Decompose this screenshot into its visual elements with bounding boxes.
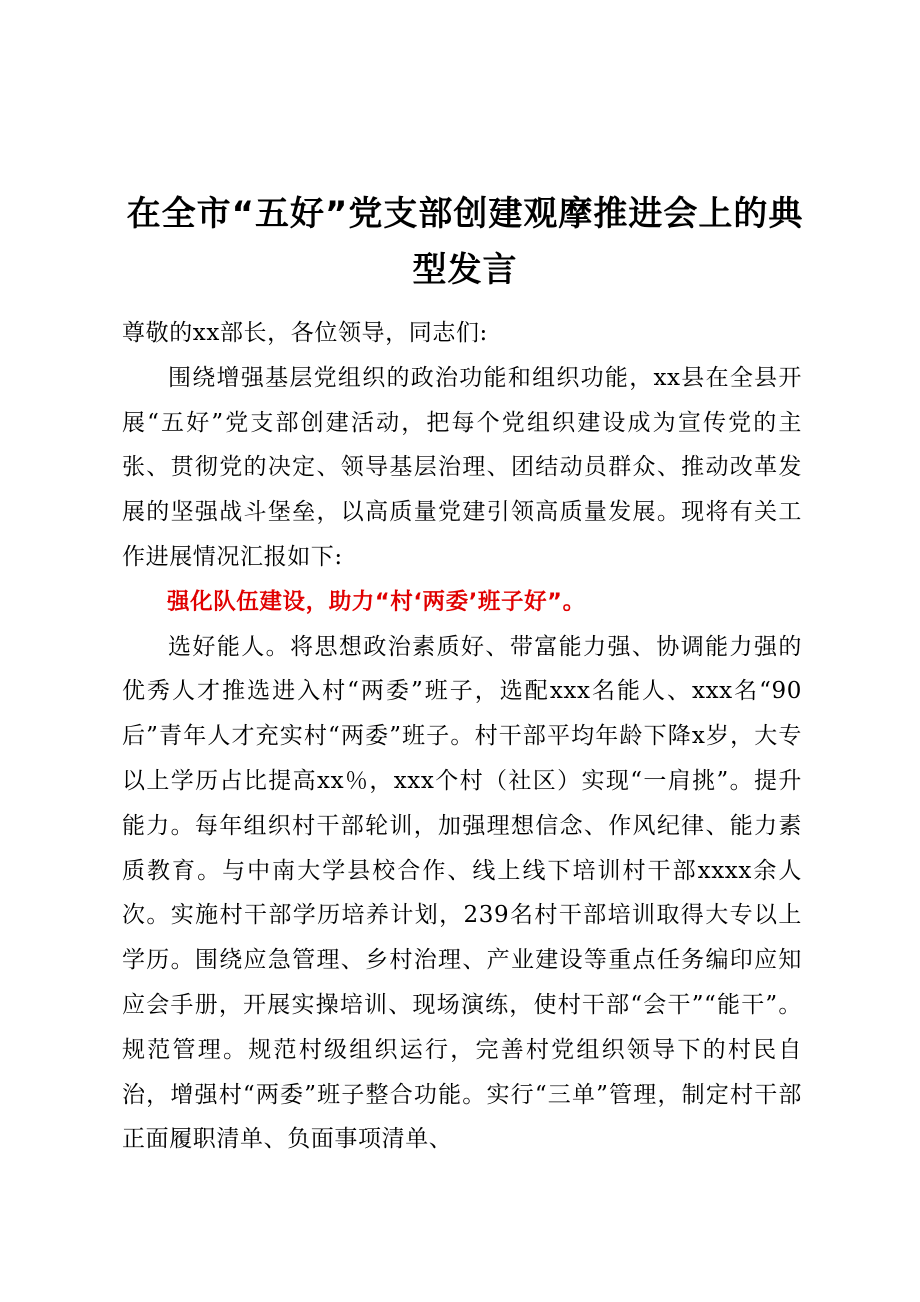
salutation: 尊敬的xx部长，各位领导，同志们: — [122, 320, 488, 346]
document-body — [122, 311, 802, 1162]
document-title: 在全市“五好”党支部创建观摩推进会上的典型发言 — [126, 194, 804, 290]
section-paragraph: 选好能人。将思想政治素质好、带富能力强、协调能力强的优秀人才推选进入村“两委”班子，选配xxx名能人、xxx名“90后”青年人才充实村“两委”班子。村干部平均年龄下降x岁，大专以上学历占比提高xx％，xxx个村（社区）实现“一肩挑”。提升能力。每年组织村干部轮训，加强理想信念、作风纪律、能力素质教育。与中南大学县校合作、线上线下培训村干部xxxx余人次。实施村干部学历培养计划，239名村干部培训取得大专以上学历。围绕应急管理、乡村治理、产业建设等重点任务编印应知应会手册，开展实操培训、现场演练，使村干部“会干”“能干”。规范管理。规范村级组织运行，完善村党组织领导下的村民自治，增强村“两委”班子整合功能。实行“三单”管理，制定村干部正面履职清单、负面事项清单、 — [122, 633, 802, 1153]
intro-paragraph: 围绕增强基层党组织的政治功能和组织功能，xx县在全县开展“五好”党支部创建活动，把每个党组织建设成为宣传党的主张、贯彻党的决定、领导基层治理、团结动员群众、推动改革发展的坚强战斗堡垒，以高质量党建引领高质量发展。现将有关工作进展情况汇报如下: — [122, 364, 802, 570]
section-heading: 强化队伍建设，助力“村‘两委’班子好”。 — [167, 588, 586, 615]
